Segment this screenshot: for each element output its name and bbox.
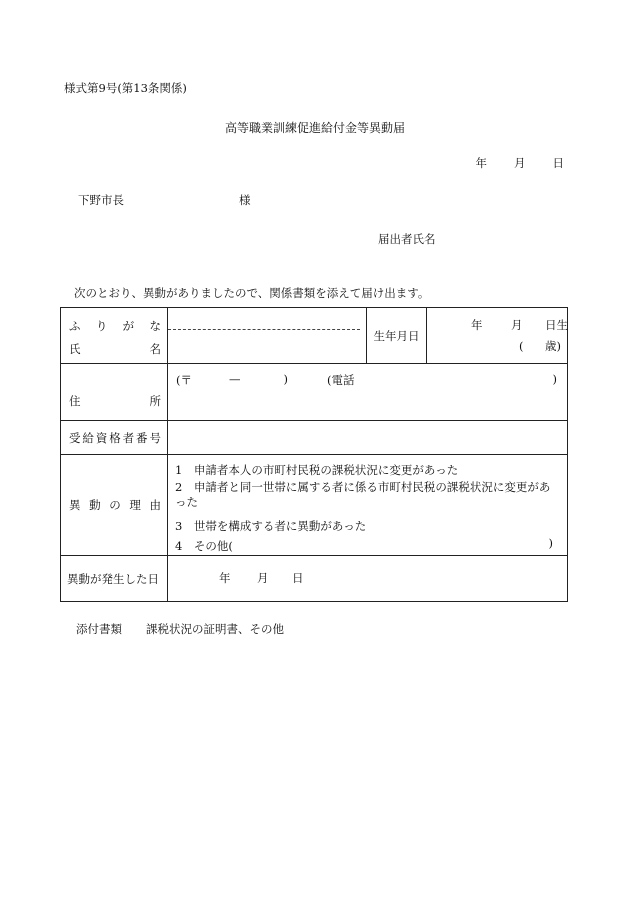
address-char: 住	[69, 394, 81, 408]
age-open-paren: (	[519, 339, 524, 353]
reason-option-4[interactable]: 4 その他(	[175, 539, 233, 553]
address-line	[176, 372, 557, 388]
furigana-char: な	[149, 319, 161, 333]
applicant-name-label: 届出者氏名	[378, 232, 436, 246]
recipient-number-input[interactable]	[168, 421, 568, 455]
postal-open: (〒	[176, 373, 192, 387]
occurred-date-input[interactable]	[168, 556, 568, 602]
intro-text: 次のとおり、異動がありましたので、関係書類を添えて届け出ます。	[74, 286, 430, 300]
recipient-number-label: 受 給 資 格 者 番 号	[69, 430, 161, 445]
name-char: 氏	[69, 342, 81, 356]
reason-option-1[interactable]: 1 申請者本人の市町村民税の課税状況に変更があった	[175, 463, 459, 477]
attachment-label: 添付書類	[76, 622, 122, 636]
postal-close: )	[283, 372, 288, 386]
reason-label-cell	[61, 455, 168, 556]
form-number-label: 様式第9号(第13条関係)	[64, 81, 187, 95]
reason-label: 異 動 の 理 由	[69, 498, 161, 512]
notification-table	[60, 307, 568, 602]
reason-option-2[interactable]: 2 申請者と同一世帯に属する者に係る市町村民税の課税状況に変更があった	[175, 480, 551, 509]
address-input-cell[interactable]	[168, 364, 568, 421]
occurred-date-label: 異動が発生した日	[67, 571, 159, 586]
recipient-label-cell	[61, 421, 168, 455]
occurred-label-cell	[61, 556, 168, 602]
name-label	[61, 341, 167, 357]
date-day-label: 日	[552, 156, 564, 170]
birth-date-label: 生年月日	[373, 328, 420, 343]
address-char: 所	[149, 394, 161, 408]
occurred-year-label: 年	[219, 571, 231, 585]
occurred-day-label: 日	[292, 571, 304, 585]
reason-option-3[interactable]: 3 世帯を構成する者に異動があった	[175, 519, 367, 533]
date-year-label: 年	[475, 156, 487, 170]
furigana-label	[61, 318, 167, 334]
furigana-divider	[168, 329, 360, 330]
name-label-cell	[61, 308, 168, 364]
birth-day-label: 日生	[545, 318, 568, 332]
reason-options-cell[interactable]	[168, 455, 568, 556]
phone-close: )	[552, 372, 557, 386]
address-label	[61, 375, 167, 409]
reason-other-close: )	[548, 536, 553, 550]
submission-date	[476, 158, 565, 170]
birth-year-label: 年	[471, 318, 483, 332]
birth-label-cell	[367, 308, 427, 364]
phone-open: (電話	[327, 373, 355, 387]
furigana-char: ふ	[69, 319, 81, 333]
addressee-honorific: 様	[239, 193, 251, 207]
address-label-cell	[61, 364, 168, 421]
attachment-value: 課税状況の証明書、その他	[146, 622, 284, 636]
age-label: 歳)	[545, 339, 561, 353]
addressee-name: 下野市長	[78, 193, 124, 207]
date-month-label: 月	[514, 156, 526, 170]
document-title: 高等職業訓練促進給付金等異動届	[224, 121, 405, 135]
occurred-month-label: 月	[257, 571, 269, 585]
birth-date-cell[interactable]	[427, 308, 568, 364]
postal-dash: —	[229, 372, 241, 386]
name-input-cell[interactable]	[168, 308, 367, 364]
name-char: 名	[149, 342, 161, 356]
furigana-char: が	[122, 319, 135, 333]
birth-month-label: 月	[511, 318, 523, 332]
furigana-char: り	[95, 319, 108, 333]
